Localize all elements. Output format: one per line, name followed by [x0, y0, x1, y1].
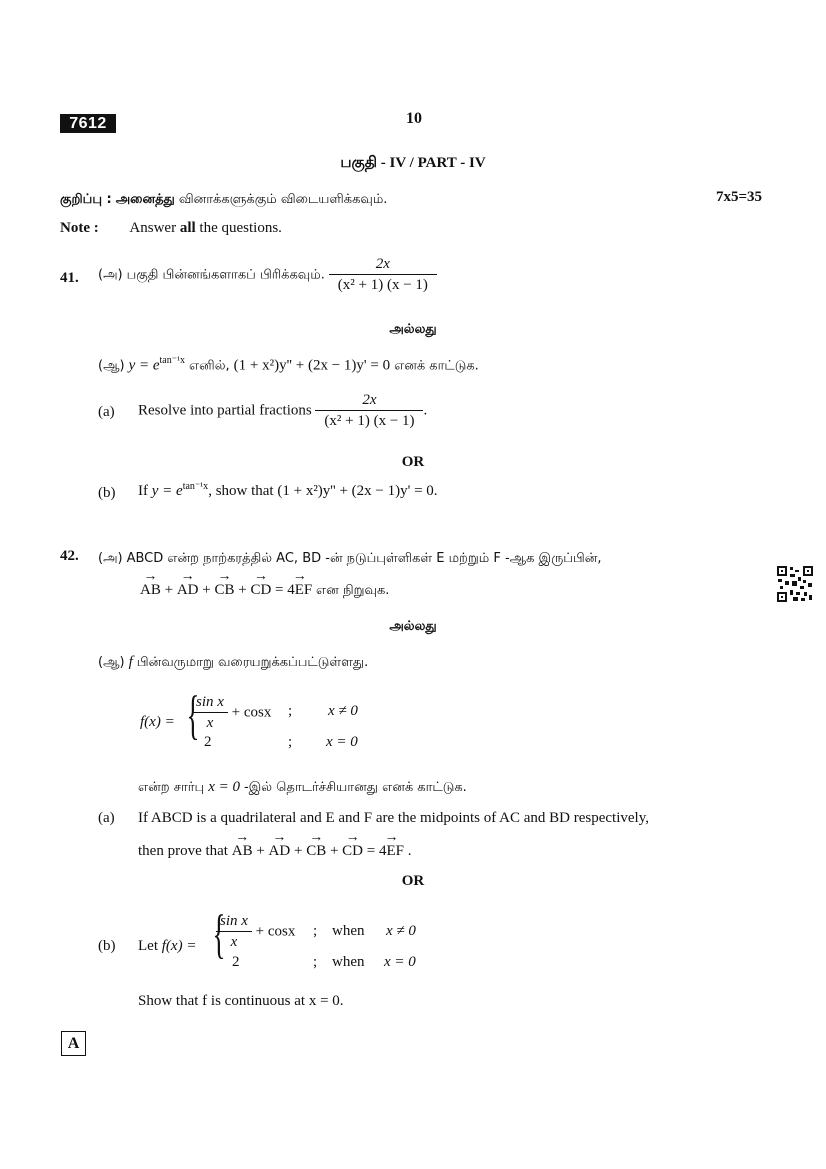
instruction-bold-ta: அனைத்து [115, 192, 175, 207]
note-text-pre: Answer [129, 220, 177, 236]
vector-cb-en: → CB [306, 843, 326, 860]
q41-b-tail-ta: எனக் காட்டுக. [394, 358, 479, 374]
q42-piece1-ta: $\frac{\text{sin x}}{x}$ + cosx [192, 694, 271, 732]
q42-a-label-ta: (அ) [98, 551, 123, 566]
q41-b-expr-pre: y = e [128, 357, 160, 374]
q42-when1: when [332, 923, 365, 939]
fraction-denominator-en: (x² + 1) (x − 1) [315, 410, 423, 430]
q42-piece1-en: $\frac{\text{sin x}}{x}$ + cosx [216, 913, 295, 951]
q42-b-text-ta: பின்வருமாறு வரையறுக்கப்பட்டுள்ளது. [136, 655, 369, 670]
vector-cd: → CD [250, 582, 271, 599]
booklet-series-box: A [61, 1031, 86, 1056]
fraction-numerator: 2x [375, 256, 390, 272]
or-tamil-41: அல்லது [389, 322, 437, 337]
q41-b-if: If [138, 483, 148, 499]
q42-cond2-en: x = 0 [384, 954, 416, 970]
q42-continuity-ta: என்ற சார்பு x = 0 -இல் தொடர்ச்சியானது எனக் காட்டுக. [138, 779, 467, 795]
q42-when2: when [332, 954, 365, 970]
q42-val2-en: 2 [232, 954, 240, 970]
tamil-instruction [60, 190, 387, 208]
q42-cond1-ta: x ≠ 0 [328, 703, 358, 719]
q42-cond2-ta: x = 0 [326, 734, 358, 750]
q41-a-label-en: (a) [98, 404, 115, 420]
q42-val2-ta: 2 [204, 734, 212, 750]
vector-ab-en: → AB [232, 843, 253, 860]
sin-fraction-ta: $\frac{\text{sin x}}{x}$ [192, 694, 228, 732]
q41-b-exponent: tan⁻¹x [159, 355, 186, 366]
q42-a-prove-en: then prove that → AB + → AD + → CB + → CD = → 4EF . [138, 843, 412, 860]
vector-ad: → AD [177, 582, 199, 599]
q41-fraction-en [315, 392, 423, 430]
vector-ad-en: → AD [269, 843, 291, 860]
q42-brace-en: { [212, 904, 226, 964]
q42-b-label-en: (b) [98, 938, 116, 954]
q42-let: Let f(x) = [138, 938, 197, 954]
vector-4ef: → 4EF [287, 582, 312, 599]
instruction-text-ta: வினாக்களுக்கும் விடையளிக்கவும். [178, 192, 388, 207]
q42-fx-label-ta: f(x) = [140, 714, 175, 730]
q41-b-label-en: (b) [98, 485, 116, 501]
question-41-number: 41. [60, 270, 79, 286]
q41-b-expr-main: (1 + x²)y'' + (2x − 1)y' = 0 [233, 357, 391, 374]
q42-semi1-en: ; [313, 923, 318, 939]
or-tamil-42: அல்லது [389, 619, 437, 634]
q42-semi1-ta: ; [288, 703, 293, 719]
q42-a-tamil [98, 549, 602, 567]
q42-brace-ta: { [186, 685, 200, 745]
note-line [60, 220, 282, 237]
q42-vector-equation-ta: → AB + → AD + → CB + → CD = → 4EF என நிறுவுக. [140, 582, 389, 599]
q42-b-tamil: (ஆ) f பின்வருமாறு வரையறுக்கப்பட்டுள்ளது. [98, 654, 369, 670]
q42-a-text-ta: ABCD என்ற நாற்கரத்தில் AC, BD -ன் நடுப்புள்ளிகள் E மற்றும் F -ஆக இருப்பின், [126, 551, 602, 566]
instruction-label-ta: குறிப்பு : [60, 192, 112, 207]
q41-b-show: , show that [208, 483, 274, 499]
q41-b-word-ta: எனில், [189, 358, 230, 374]
q41-b-tamil [98, 355, 479, 374]
part-title: பகுதி - IV / PART - IV [340, 155, 486, 171]
q41-a-english: Resolve into partial fractions $\frac{2x}{\text{(x² + 1) (x − 1)}}$ . [138, 392, 428, 429]
q41-a-tamil [98, 256, 437, 294]
q41-b-expr-en: (1 + x²)y'' + (2x − 1)y' = 0. [277, 483, 438, 499]
note-text-post: the questions. [199, 220, 282, 236]
or-english-42: OR [401, 873, 425, 889]
note-text-bold: all [179, 220, 196, 236]
q42-semi2-ta: ; [288, 734, 293, 750]
q42-show-continuous: Show that f is continuous at x = 0. [138, 993, 344, 1009]
vector-cd-en: → CD [342, 843, 363, 860]
or-english-41: OR [401, 454, 425, 470]
fraction-denominator: (x² + 1) (x − 1) [329, 274, 437, 294]
q42-cond1-en: x ≠ 0 [386, 923, 416, 939]
q41-a-text-en: Resolve into partial fractions [138, 402, 312, 419]
marks-scheme: 7x5=35 [716, 189, 763, 205]
q42-b-label-ta: (ஆ) [98, 655, 125, 670]
prove-text-ta: என நிறுவுக. [316, 583, 390, 598]
vector-4ef-en: → 4EF [379, 843, 404, 860]
q42-a-text-en: If ABCD is a quadrilateral and E and F are the midpoints of AC and BD respectively, [138, 810, 649, 826]
q42-semi2-en: ; [313, 954, 318, 970]
q41-a-label-ta: (அ) [98, 267, 123, 283]
question-paper-code: 7612 [60, 114, 116, 133]
q41-b-expr-pre-en: y = e [151, 483, 183, 499]
q42-a-label-en: (a) [98, 810, 115, 826]
fraction-numerator-en: 2x [362, 392, 377, 408]
page-number: 10 [406, 110, 422, 127]
note-label: Note : [60, 220, 99, 236]
q41-a-text-ta: பகுதி பின்னங்களாகப் பிரிக்கவும். [126, 267, 325, 283]
vector-ab: → AB [140, 582, 161, 599]
qr-code-icon [776, 565, 814, 603]
sin-fraction-en: $\frac{\text{sin x}}{x}$ [216, 913, 252, 951]
q41-b-english [138, 481, 438, 500]
question-42-number: 42. [60, 548, 79, 564]
q41-b-exponent-en: tan⁻¹x [182, 481, 209, 492]
vector-cb: → CB [214, 582, 234, 599]
q41-fraction-ta [329, 256, 437, 294]
q41-b-label-ta: (ஆ) [98, 358, 125, 374]
